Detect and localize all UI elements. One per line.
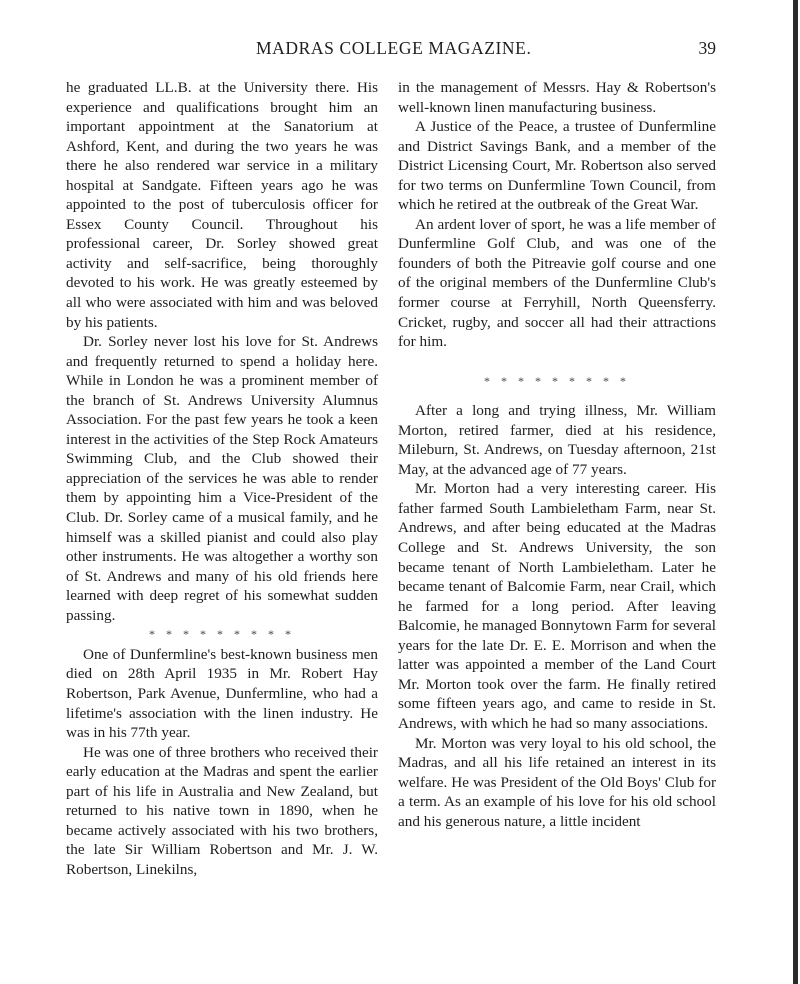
paragraph: Mr. Morton was very loyal to his old school, the Madras, and all his life retained an interest in its welfare. He was President of the Old Boys' Club for a term. As an example of his love for his old school and his generous nature, a little incident <box>398 734 716 830</box>
paragraph: Dr. Sorley never lost his love for St. Andrews and frequently returned to spend a holiday here. While in London he was a prominent member of the branch of St. Andrews University Alumnus Association. For the past few years he took a keen interest in the activities of the Step Rock Amateurs Swimming Club, and the Club showed their appreciation of the services he was able to render them by appointing him a Vice-President of the Club. Dr. Sorley came of a musical family, and he himself was a skilled pianist and could also play other instruments. He was altogether a worthy son of St. Andrews and many of his old friends here learned with deep regret of his somewhat sudden passing. <box>66 333 378 624</box>
section-separator: * * * * * * * * * <box>149 627 295 642</box>
paragraph: in the management of Messrs. Hay & Robertson's well-known linen manufacturing business. <box>398 79 716 116</box>
paragraph: Mr. Morton had a very interesting career. His father farmed South Lambieletham Farm, near St. Andrews, and after being educated at the Madras College and St. Andrews University, the son became tenant of North Lambieletham. Later he became tenant of Balcomie Farm, near Crail, which he farmed for a long period. After leaving Balcomie, he managed Bonnytown Farm for several years for the late Dr. E. E. Morrison and when the latter was appointed a member of the Land Court Mr. Morton took over the farm. He finally retired some fifteen years ago, and came to reside in St. Andrews, with which he had so many associations. <box>398 480 716 732</box>
section-separator: * * * * * * * * * <box>484 373 630 388</box>
paragraph: An ardent lover of sport, he was a life member of Dunfermline Golf Club, and was one of the founders of both the Pitreavie golf course and one of the original members of the Dunfermline Club's former course at Ferryhill, North Queensferry. Cricket, rugby, and soccer all had their attractions for him. <box>398 215 716 351</box>
left-column <box>66 78 378 879</box>
paragraph: A Justice of the Peace, a trustee of Dunfermline and District Savings Bank, and a member of the District Licensing Court, Mr. Robertson also served for two terms on Dunfermline Town Council, from which he retired at the outbreak of the Great War. <box>398 118 716 214</box>
paragraph: He was one of three brothers who received their early education at the Madras and spent the earlier part of his life in Australia and New Zealand, but returned to his native town in 1890, when he became actively associated with his two brothers, the late Sir William Robertson and Mr. J. W. Robertson, Linekilns, <box>66 743 378 878</box>
paragraph: One of Dunfermline's best-known business men died on 28th April 1935 in Mr. Robert Hay Robertson, Park Avenue, Dunfermline, who had a lifetime's association with the linen industry. He was in his 77th year. <box>66 645 378 742</box>
paragraph: After a long and trying illness, Mr. William Morton, retired farmer, died at his residence, Mileburn, St. Andrews, on Tuesday afternoon, 21st May, at the advanced age of 77 years. <box>398 402 716 478</box>
paragraph: he graduated LL.B. at the University there. His experience and qualifications brought him an important appointment at the Sanatorium at Ashford, Kent, and during the two years he was there he also rendered war service in a military hospital at Sandgate. Fifteen years ago he was appointed to the post of tuberculosis officer for Essex County Council. Throughout his professional career, Dr. Sorley showed great activity and self-sacrifice, being thoroughly devoted to his work. He was greatly esteemed by all who were associated with him and was beloved by his patients. <box>66 79 378 331</box>
page-number: 39 <box>698 38 716 58</box>
right-column <box>398 78 716 831</box>
scan-edge-rule <box>793 0 798 984</box>
page-header <box>66 38 716 64</box>
running-title: MADRAS COLLEGE MAGAZINE. <box>256 38 532 58</box>
